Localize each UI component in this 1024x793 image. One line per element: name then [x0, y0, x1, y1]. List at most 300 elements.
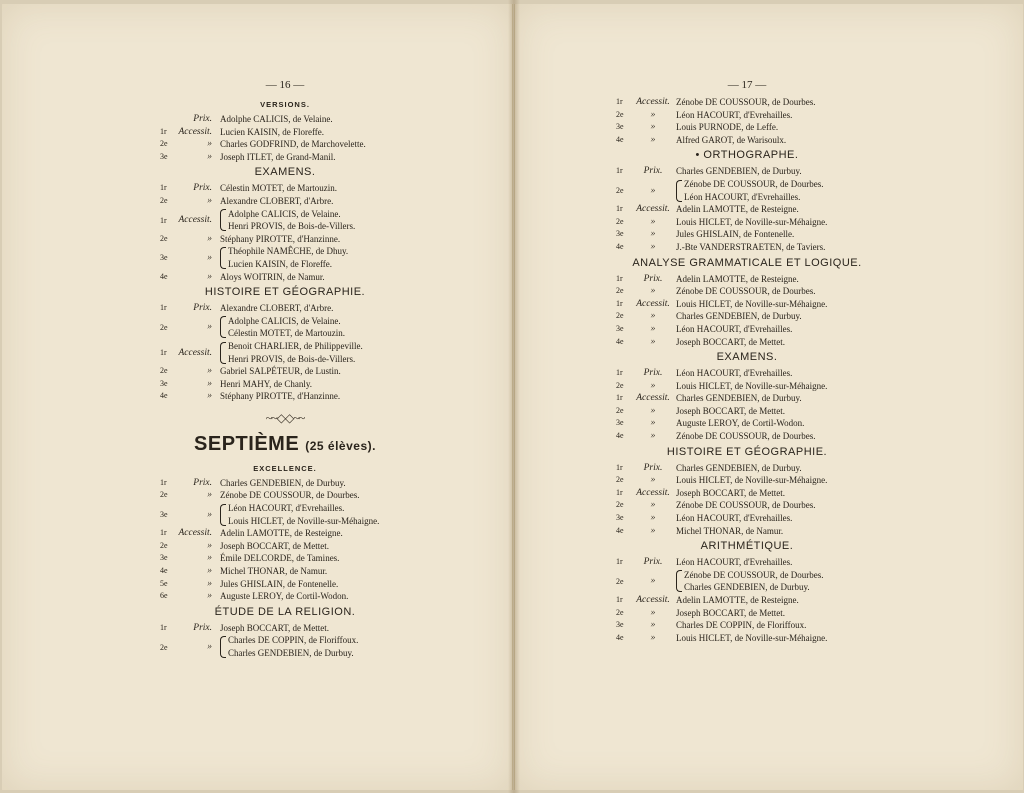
excellence-list — [160, 527, 410, 603]
award-row — [616, 380, 878, 393]
student-name: Charles DE COPPIN, de Floriffoux. — [228, 635, 359, 646]
class-title-main: SEPTIÈME — [194, 432, 300, 455]
section-title-religion: ÉTUDE DE LA RELIGION. — [214, 605, 356, 618]
student-name: Zénobe DE COUSSOUR, de Dourbes. — [684, 178, 824, 189]
award-row — [160, 527, 410, 540]
ordinal: 1r — [616, 368, 623, 378]
award-row — [616, 594, 878, 607]
award-row — [160, 622, 410, 635]
ordinal: 1r — [160, 126, 167, 136]
award-row — [616, 323, 878, 336]
ordinal: 4e — [616, 241, 624, 251]
group-names — [228, 340, 363, 365]
award-group — [160, 315, 410, 340]
award-row — [160, 578, 410, 591]
ordinal: 1r — [160, 215, 167, 225]
ordinal: 5e — [160, 578, 168, 588]
arithmetique-list — [616, 594, 878, 644]
award-row — [616, 499, 878, 512]
group-names — [228, 245, 348, 270]
rank-label: » — [650, 380, 656, 391]
group-names — [228, 315, 345, 340]
brace-mark — [220, 316, 226, 338]
student-name: Benoit CHARLIER, de Philippeville. — [228, 340, 363, 351]
student-name: Auguste LEROY, de Cortil-Wodon. — [676, 418, 805, 429]
rank-label: Prix. — [643, 462, 663, 473]
histoire-list — [616, 462, 878, 538]
group-names — [684, 178, 824, 203]
page-number: — 17 — — [727, 79, 767, 91]
page-number: — 16 — — [265, 79, 305, 91]
ordinal: 1r — [160, 303, 167, 313]
left-page — [2, 4, 513, 790]
award-row — [616, 474, 878, 487]
award-group — [160, 208, 410, 233]
award-row — [616, 165, 878, 178]
award-row — [160, 489, 410, 502]
student-name: Léon HACOURT, d'Evrehailles. — [684, 191, 801, 202]
rank-label: » — [207, 271, 212, 282]
ordinal: 2e — [616, 576, 624, 586]
student-name: Charles GODFRIND, de Marchovelette. — [220, 139, 366, 150]
award-row — [616, 298, 878, 311]
group-label — [616, 180, 684, 202]
group-label — [160, 636, 228, 658]
tied-row — [228, 208, 355, 221]
award-row — [616, 241, 878, 254]
ordinal: 2e — [616, 475, 624, 485]
rank-label: » — [650, 418, 656, 429]
tied-row — [228, 220, 355, 233]
rank-label: » — [207, 578, 212, 589]
student-name: Léon HACOURT, d'Evrehailles. — [676, 368, 793, 379]
student-name: Célestin MOTET, de Martouzin. — [228, 328, 346, 339]
ordinal: 1r — [160, 622, 167, 632]
award-row — [160, 138, 410, 151]
rank-label: » — [650, 286, 656, 297]
rank-label: » — [207, 553, 212, 564]
brace-mark — [220, 342, 226, 364]
ordinal: 4e — [160, 271, 168, 281]
student-name: Charles GENDEBIEN, de Durbuy. — [676, 462, 802, 473]
ordinal: 4e — [616, 525, 624, 535]
ordinal: 1r — [616, 595, 623, 604]
student-name: Adelin LAMOTTE, de Resteigne. — [220, 528, 343, 539]
rank-label: Accessit. — [636, 595, 670, 605]
student-name: Charles GENDEBIEN, de Durbuy. — [684, 582, 810, 593]
student-name: Louis HICLET, de Noville-sur-Méhaigne. — [676, 380, 828, 391]
student-name: Léon HACOURT, d'Evrehailles. — [676, 513, 793, 524]
award-row — [616, 632, 878, 645]
ordinal: 4e — [616, 431, 624, 441]
ordinal: 1r — [616, 97, 623, 106]
ordinal: 1r — [616, 462, 623, 472]
student-name: Jules GHISLAIN, de Fontenelle. — [220, 578, 339, 589]
rank-label: » — [207, 366, 212, 377]
student-name: Léon HACOURT, d'Evrehailles. — [676, 557, 793, 568]
student-name: Joseph BOCCART, de Mettet. — [676, 607, 786, 618]
section-title-examens: EXAMENS. — [254, 166, 316, 179]
award-row — [160, 590, 410, 603]
rank-label: Accessit. — [178, 215, 212, 226]
class-title-count: (25 élèves). — [305, 438, 376, 453]
student-name: Louis PURNODE, de Leffe. — [676, 122, 779, 133]
student-name: Célestin MOTET, de Martouzin. — [220, 183, 338, 194]
rank-label: Accessit. — [636, 487, 670, 498]
tied-row — [684, 191, 824, 204]
student-name: J.-Bte VANDERSTRAETEN, de Taviers. — [676, 241, 826, 252]
rank-label: » — [207, 252, 212, 263]
student-name: Gabriel SALPÉTEUR, de Lustin. — [220, 366, 341, 377]
student-name: Charles GENDEBIEN, de Durbuy. — [228, 648, 354, 658]
rank-label: » — [650, 241, 656, 252]
rank-label: » — [650, 311, 656, 322]
award-row — [616, 134, 878, 147]
award-row — [616, 556, 878, 569]
student-name: Léon HACOURT, d'Evrehailles. — [228, 503, 345, 514]
rank-label: » — [650, 216, 656, 227]
left-column — [160, 78, 410, 660]
rank-label: Prix. — [643, 166, 663, 177]
award-row — [160, 540, 410, 553]
student-name: Henri PROVIS, de Bois-de-Villers. — [228, 221, 356, 232]
rank-label: » — [207, 391, 212, 402]
award-row — [616, 203, 878, 216]
tied-row — [228, 353, 363, 366]
student-name: Adolphe CALICIS, de Velaine. — [228, 208, 341, 219]
right-page — [514, 4, 1023, 790]
student-name: Zénobe DE COUSSOUR, de Dourbes. — [676, 286, 816, 297]
rank-label: » — [650, 185, 656, 196]
ordinal: 3e — [616, 418, 624, 428]
group-names — [228, 208, 355, 233]
award-row — [160, 552, 410, 565]
section-title-analyse: ANALYSE GRAMMATICALE ET LOGIQUE. — [632, 256, 862, 269]
student-name: Émile DELCORDE, de Tamines. — [220, 553, 340, 564]
section-title-versions: VERSIONS. — [260, 100, 310, 109]
section-title-examens: EXAMENS. — [716, 351, 778, 364]
award-row — [616, 619, 878, 632]
ordinal: 4e — [160, 391, 168, 401]
group-label — [616, 570, 684, 592]
brace-mark — [220, 636, 226, 658]
ordinal: 2e — [616, 311, 624, 321]
rank-label: » — [207, 642, 212, 652]
rank-label: » — [650, 323, 656, 334]
tied-row — [228, 340, 363, 353]
student-name: Joseph BOCCART, de Mettet. — [220, 540, 330, 551]
section-title-arithmetique: ARITHMÉTIQUE. — [700, 540, 794, 553]
award-row — [616, 525, 878, 538]
rank-label: Accessit. — [178, 126, 212, 137]
ordinal: 4e — [616, 632, 624, 642]
ordinal: 1r — [160, 183, 167, 193]
award-row — [616, 216, 878, 229]
tied-row — [228, 245, 348, 258]
award-row — [160, 233, 410, 246]
tied-row — [684, 569, 824, 582]
student-name: Henri MAHY, de Chanly. — [220, 378, 312, 389]
student-name: Charles GENDEBIEN, de Durbuy. — [676, 393, 802, 404]
ornament-divider: ~~◇◇~~ — [265, 410, 305, 425]
rank-label: » — [650, 475, 656, 486]
student-name: Adolphe CALICIS, de Velaine. — [220, 114, 333, 124]
ordinal: 4e — [160, 566, 168, 576]
rank-label: » — [650, 229, 656, 240]
rank-label: Prix. — [193, 303, 212, 314]
ordinal: 4e — [616, 336, 624, 346]
award-row — [160, 113, 410, 126]
student-name: Charles GENDEBIEN, de Durbuy. — [220, 477, 346, 488]
ordinal: 2e — [616, 186, 624, 196]
tied-row — [684, 581, 824, 594]
ordinal: 3e — [616, 323, 624, 333]
student-name: Adelin LAMOTTE, de Resteigne. — [676, 204, 799, 215]
rank-label: Prix. — [193, 114, 212, 124]
ordinal: 2e — [160, 233, 168, 243]
award-row — [616, 121, 878, 134]
student-name: Jules GHISLAIN, de Fontenelle. — [676, 229, 795, 240]
tied-row — [228, 327, 345, 340]
award-row — [160, 565, 410, 578]
rank-label: » — [650, 607, 656, 618]
group-label — [160, 209, 228, 231]
student-name: Louis HICLET, de Noville-sur-Méhaigne. — [676, 298, 828, 309]
class-title — [160, 432, 410, 458]
award-row — [160, 126, 410, 139]
rank-label: » — [650, 109, 656, 120]
student-name: Charles GENDEBIEN, de Durbuy. — [676, 311, 802, 322]
rank-label: Prix. — [193, 477, 212, 488]
ordinal: 3e — [616, 513, 624, 523]
tied-row — [228, 647, 358, 660]
rank-label: » — [207, 591, 212, 602]
group-names — [228, 502, 379, 527]
student-name: Michel THONAR, de Namur. — [676, 525, 784, 536]
award-row — [160, 477, 410, 490]
award-group — [160, 245, 410, 270]
brace-mark — [676, 180, 682, 202]
award-row — [160, 271, 410, 284]
tied-row — [228, 258, 348, 271]
brace-mark — [220, 247, 226, 269]
rank-label: Prix. — [193, 622, 212, 633]
student-name: Henri PROVIS, de Bois-de-Villers. — [228, 353, 356, 364]
ordinal: 3e — [160, 510, 168, 520]
section-title-histoire: HISTOIRE ET GÉOGRAPHIE. — [204, 286, 366, 299]
award-row — [160, 365, 410, 378]
ordinal: 2e — [616, 109, 624, 119]
award-row — [160, 302, 410, 315]
ordinal: 1r — [616, 487, 623, 497]
rank-label: Prix. — [193, 183, 212, 194]
ordinal: 3e — [616, 620, 624, 630]
rank-label: » — [207, 509, 212, 520]
award-row — [160, 390, 410, 403]
rank-label: » — [207, 151, 212, 162]
student-name: Théophile NAMÊCHE, de Dhuy. — [228, 246, 349, 257]
rank-label: » — [650, 525, 656, 536]
award-row — [616, 430, 878, 443]
ordinal: 2e — [160, 642, 168, 652]
award-group — [616, 178, 878, 203]
continued-list — [616, 96, 878, 146]
group-names — [684, 569, 824, 594]
student-name: Joseph BOCCART, de Mettet. — [676, 336, 786, 347]
ordinal: 3e — [160, 151, 168, 161]
student-name: Charles GENDEBIEN, de Durbuy. — [676, 166, 802, 177]
ordinal: 1r — [160, 528, 167, 538]
tied-row — [228, 502, 379, 515]
ordinal: 4e — [616, 134, 624, 144]
student-name: Joseph BOCCART, de Mettet. — [676, 405, 786, 416]
examens-list — [616, 367, 878, 443]
rank-label: Accessit. — [178, 528, 212, 539]
ordinal: 3e — [616, 229, 624, 239]
brace-mark — [220, 209, 226, 231]
tied-row — [228, 515, 379, 528]
section-title-histoire: HISTOIRE ET GÉOGRAPHIE. — [666, 445, 828, 458]
tied-row — [228, 634, 358, 647]
rank-label: » — [207, 378, 212, 389]
award-row — [616, 96, 878, 109]
award-row — [616, 273, 878, 286]
ordinal: 2e — [616, 286, 624, 296]
ordinal: 2e — [160, 195, 168, 205]
orthographe-list — [616, 203, 878, 253]
student-name: Alfred GAROT, de Warisoulx. — [676, 134, 787, 145]
student-name: Joseph ITLET, de Grand-Manil. — [220, 151, 336, 162]
student-name: Louis HICLET, de Noville-sur-Méhaigne. — [676, 632, 828, 643]
award-row — [616, 487, 878, 500]
rank-label: » — [650, 405, 656, 416]
ordinal: 6e — [160, 591, 168, 601]
award-row — [616, 512, 878, 525]
rank-label: Prix. — [643, 557, 663, 568]
ordinal: 2e — [160, 366, 168, 376]
award-row — [616, 417, 878, 430]
student-name: Alexandre CLOBERT, d'Arbre. — [220, 303, 334, 314]
award-row — [160, 182, 410, 195]
award-row — [616, 285, 878, 298]
student-name: Joseph BOCCART, de Mettet. — [676, 487, 786, 498]
student-name: Zénobe DE COUSSOUR, de Dourbes. — [220, 490, 360, 501]
rank-label: Accessit. — [636, 97, 670, 107]
ordinal: 1r — [616, 204, 623, 214]
award-row — [616, 336, 878, 349]
rank-label: » — [207, 233, 212, 244]
award-row — [616, 310, 878, 323]
rank-label: » — [650, 500, 656, 511]
student-name: Louis HICLET, de Noville-sur-Méhaigne. — [676, 475, 828, 486]
student-name: Lucien KAISIN, de Floreffe. — [228, 258, 333, 269]
ordinal: 2e — [616, 380, 624, 390]
ordinal: 3e — [160, 378, 168, 388]
student-name: Stéphany PIROTTE, d'Hanzinne. — [220, 233, 341, 244]
ordinal: 2e — [616, 405, 624, 415]
ordinal: 1r — [160, 348, 167, 357]
ordinal: 2e — [160, 322, 168, 332]
right-column — [616, 78, 878, 644]
tied-row — [684, 178, 824, 191]
ordinal: 3e — [616, 122, 624, 132]
ordinal: 2e — [616, 607, 624, 617]
rank-label: Accessit. — [178, 347, 212, 358]
award-group — [616, 569, 878, 594]
rank-label: » — [207, 566, 212, 577]
student-name: Adelin LAMOTTE, de Resteigne. — [676, 595, 799, 605]
award-group — [160, 340, 410, 365]
student-name: Zénobe DE COUSSOUR, de Dourbes. — [676, 431, 816, 442]
student-name: Michel THONAR, de Namur. — [220, 566, 328, 577]
ordinal: 2e — [160, 139, 168, 149]
student-name: Zénobe DE COUSSOUR, de Dourbes. — [676, 500, 816, 511]
ordinal: 1r — [616, 393, 623, 403]
ordinal: 1r — [160, 477, 167, 487]
group-label — [160, 316, 228, 338]
student-name: Zénobe DE COUSSOUR, de Dourbes. — [684, 569, 824, 580]
student-name: Louis HICLET, de Noville-sur-Méhaigne. — [228, 515, 380, 526]
student-name: Léon HACOURT, d'Evrehailles. — [676, 109, 793, 120]
brace-mark — [220, 504, 226, 526]
rank-label: » — [650, 632, 656, 643]
rank-label: » — [650, 576, 656, 587]
ordinal: 2e — [160, 490, 168, 500]
ordinal: 1r — [616, 166, 623, 176]
award-row — [616, 405, 878, 418]
student-name: Zénobe DE COUSSOUR, de Dourbes. — [676, 97, 816, 107]
ordinal: 1r — [616, 273, 623, 283]
rank-label: » — [650, 336, 656, 347]
ordinal: 3e — [160, 253, 168, 263]
rank-label: » — [207, 139, 212, 150]
ordinal: 2e — [616, 216, 624, 226]
rank-label: » — [650, 431, 656, 442]
student-name: Joseph BOCCART, de Mettet. — [220, 622, 330, 633]
student-name: Lucien KAISIN, de Floreffe. — [220, 126, 325, 137]
student-name: Stéphany PIROTTE, d'Hanzinne. — [220, 391, 341, 402]
award-row — [616, 607, 878, 620]
award-row — [616, 462, 878, 475]
brace-mark — [676, 570, 682, 592]
versions-list — [160, 113, 410, 163]
rank-label: » — [650, 122, 656, 133]
group-label — [160, 247, 228, 269]
rank-label: » — [207, 490, 212, 501]
rank-label: » — [650, 134, 656, 145]
rank-label: Accessit. — [636, 393, 670, 404]
rank-label: » — [650, 620, 656, 631]
student-name: Auguste LEROY, de Cortil-Wodon. — [220, 591, 349, 602]
group-names — [228, 634, 358, 659]
tied-row — [228, 315, 345, 328]
group-label — [160, 504, 228, 526]
student-name: Charles DE COPPIN, de Floriffoux. — [676, 620, 807, 631]
rank-label: » — [207, 195, 212, 206]
rank-label: » — [207, 540, 212, 551]
student-name: Louis HICLET, de Noville-sur-Méhaigne. — [676, 216, 828, 227]
award-row — [616, 109, 878, 122]
award-group — [160, 634, 410, 659]
award-row — [160, 151, 410, 164]
section-title-excellence: EXCELLENCE. — [253, 463, 317, 473]
award-row — [160, 195, 410, 208]
rank-label: Accessit. — [636, 298, 670, 309]
student-name: Léon HACOURT, d'Evrehailles. — [676, 323, 793, 334]
award-row — [616, 367, 878, 380]
student-name: Adolphe CALICIS, de Velaine. — [228, 315, 341, 326]
award-row — [616, 228, 878, 241]
